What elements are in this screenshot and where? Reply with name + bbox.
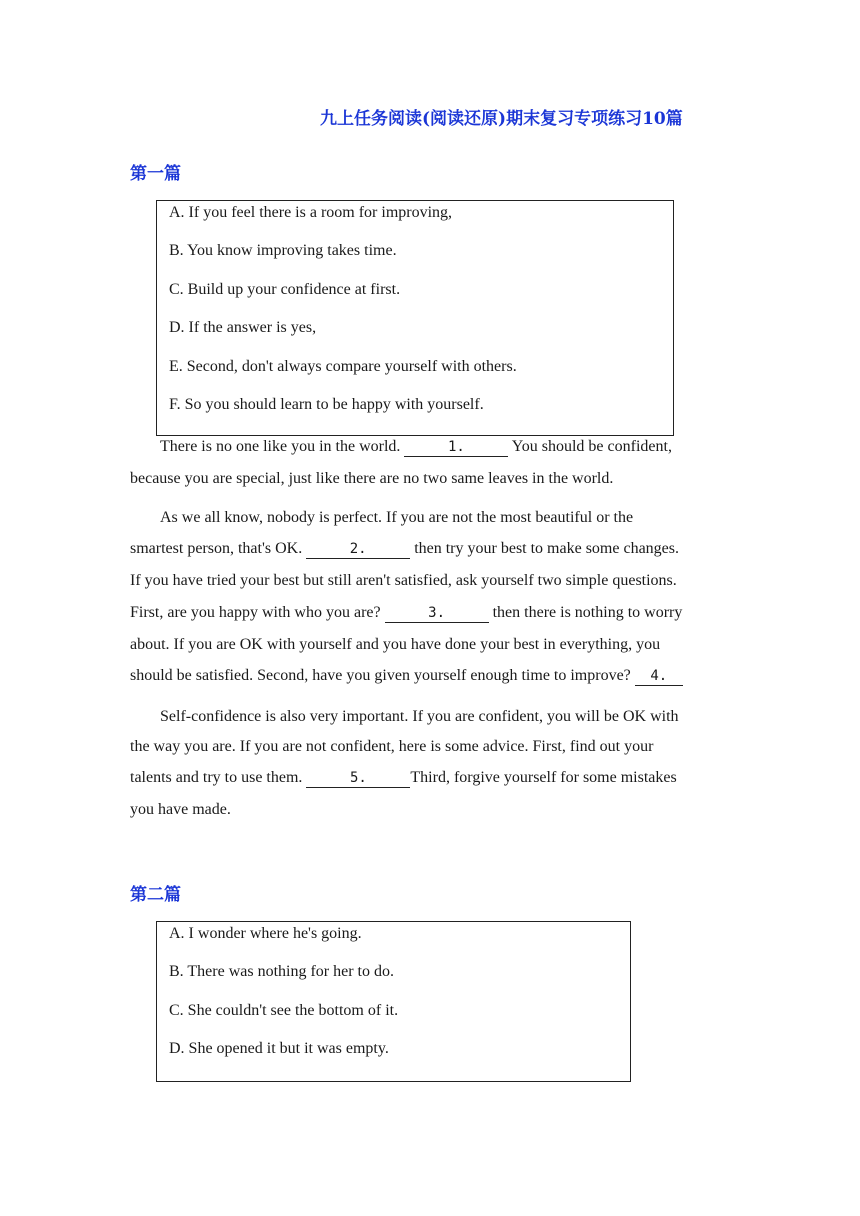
paragraph-1-line-2: because you are special, just like there are no two same leaves in the world. — [130, 470, 614, 487]
section-1-heading: 第一篇 — [130, 164, 181, 184]
text-segment: then try your best to make some changes. — [410, 540, 680, 557]
paragraph-2-line-4 — [130, 604, 682, 623]
option-f: F. So you should learn to be happy with yourself. — [169, 396, 484, 413]
paragraph-2-line-6 — [130, 667, 683, 686]
text-segment: Third, forgive yourself for some mistakes — [410, 769, 677, 786]
paragraph-3-line-1: Self-confidence is also very important. If you are confident, you will be OK with — [160, 708, 679, 725]
option-a: A. If you feel there is a room for improving, — [169, 204, 453, 221]
option-d: D. If the answer is yes, — [169, 319, 317, 336]
text-segment: talents and try to use them. — [130, 769, 307, 786]
paragraph-3-line-4: you have made. — [130, 801, 231, 818]
option-c: C. She couldn't see the bottom of it. — [169, 1002, 399, 1019]
paragraph-2-line-3: If you have tried your best but still aren't satisfied, ask yourself two simple questions. — [130, 572, 677, 589]
paragraph-1-line-1 — [160, 438, 672, 457]
paragraph-2-line-5: about. If you are OK with yourself and you have done your best in everything, you — [130, 636, 661, 653]
blank-3[interactable]: 3. — [385, 604, 489, 623]
option-c: C. Build up your confidence at first. — [169, 281, 401, 298]
text-segment: There is no one like you in the world. — [160, 438, 405, 455]
page-title: 九上任务阅读(阅读还原)期末复习专项练习10篇 — [320, 109, 683, 129]
section-2-heading: 第二篇 — [130, 885, 181, 905]
paragraph-2-line-1: As we all know, nobody is perfect. If you are not the most beautiful or the — [160, 509, 634, 526]
text-segment: You should be confident, — [508, 438, 672, 455]
text-segment: smartest person, that's OK. — [130, 540, 307, 557]
section-1-options-box — [156, 200, 674, 436]
text-segment: First, are you happy with who you are? — [130, 604, 385, 621]
option-e: E. Second, don't always compare yourself with others. — [169, 358, 517, 375]
paragraph-3-line-3 — [130, 769, 677, 788]
paragraph-3-line-2: the way you are. If you are not confident, here is some advice. First, find out your — [130, 738, 654, 755]
option-a: A. I wonder where he's going. — [169, 925, 362, 942]
option-b: B. You know improving takes time. — [169, 242, 397, 259]
paragraph-2-line-2 — [130, 540, 679, 559]
option-d: D. She opened it but it was empty. — [169, 1040, 389, 1057]
blank-4[interactable]: 4. — [635, 667, 683, 686]
text-segment: should be satisfied. Second, have you given yourself enough time to improve? — [130, 667, 635, 684]
blank-2[interactable]: 2. — [306, 540, 410, 559]
option-b: B. There was nothing for her to do. — [169, 963, 394, 980]
blank-5[interactable]: 5. — [306, 769, 410, 788]
section-2-options-box — [156, 921, 631, 1082]
blank-1[interactable]: 1. — [404, 438, 508, 457]
text-segment: then there is nothing to worry — [488, 604, 683, 621]
